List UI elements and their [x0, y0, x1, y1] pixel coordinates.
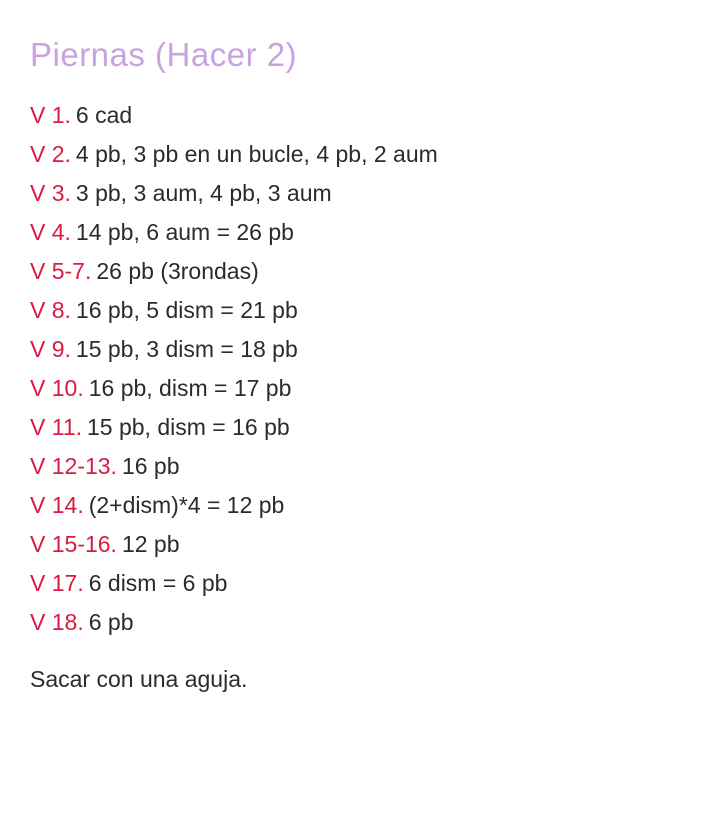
row-text: 6 pb — [88, 608, 134, 635]
row-label: V 2. — [30, 140, 71, 167]
row-text: 16 pb, 5 dism = 21 pb — [75, 296, 298, 323]
row-label: V 9. — [30, 335, 71, 362]
row-label: V 12-13. — [30, 452, 117, 479]
list-item — [28, 408, 692, 447]
row-label: V 4. — [30, 218, 71, 245]
row-label: V 17. — [30, 569, 84, 596]
list-item — [28, 564, 692, 603]
row-text: 6 cad — [75, 101, 133, 128]
pattern-row-list — [28, 96, 692, 642]
list-item — [28, 330, 692, 369]
row-label: V 5-7. — [30, 257, 92, 284]
list-item — [28, 525, 692, 564]
row-text: 6 dism = 6 pb — [88, 569, 228, 596]
row-text: 16 pb, dism = 17 pb — [88, 374, 292, 401]
row-text: 15 pb, 3 dism = 18 pb — [75, 335, 298, 362]
row-label: V 18. — [30, 608, 84, 635]
row-text: 15 pb, dism = 16 pb — [87, 413, 290, 440]
row-label: V 10. — [30, 374, 84, 401]
closing-note: Sacar con una aguja. — [30, 665, 248, 692]
row-text: (2+dism)*4 = 12 pb — [88, 491, 285, 518]
row-label: V 3. — [30, 179, 71, 206]
list-item — [28, 174, 692, 213]
list-item — [28, 213, 692, 252]
list-item — [28, 603, 692, 642]
row-text: 12 pb — [121, 530, 180, 557]
row-label: V 1. — [30, 101, 71, 128]
list-item — [28, 447, 692, 486]
row-label: V 8. — [30, 296, 71, 323]
row-text: 26 pb (3rondas) — [96, 257, 259, 284]
list-item — [28, 135, 692, 174]
page-title: Piernas (Hacer 2) — [30, 36, 298, 73]
row-text: 4 pb, 3 pb en un bucle, 4 pb, 2 aum — [75, 140, 438, 167]
list-item — [28, 96, 692, 135]
row-label: V 11. — [30, 413, 82, 440]
row-text: 14 pb, 6 aum = 26 pb — [75, 218, 294, 245]
row-text: 16 pb — [121, 452, 180, 479]
list-item — [28, 369, 692, 408]
list-item — [28, 252, 692, 291]
list-item — [28, 486, 692, 525]
list-item — [28, 291, 692, 330]
row-label: V 14. — [30, 491, 84, 518]
row-label: V 15-16. — [30, 530, 117, 557]
row-text: 3 pb, 3 aum, 4 pb, 3 aum — [75, 179, 332, 206]
